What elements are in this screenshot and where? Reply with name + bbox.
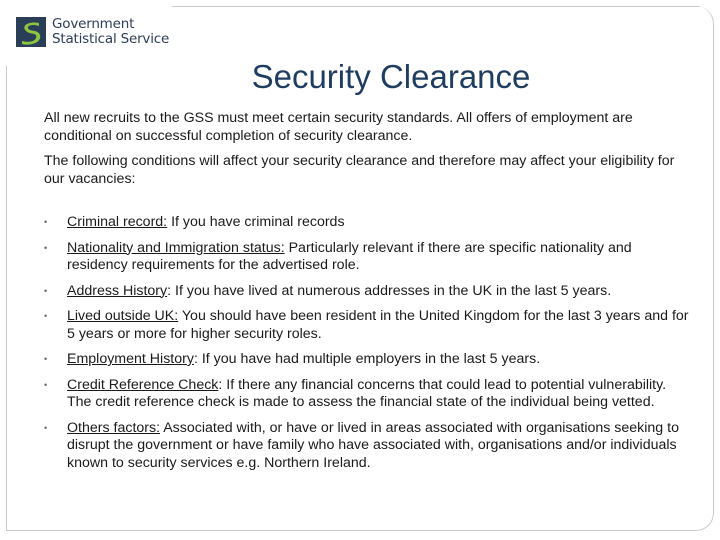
condition-item <box>44 283 694 301</box>
frame-left-border <box>6 66 7 531</box>
condition-text: : If you have lived at numerous addresses in the UK in the last 5 years. <box>167 282 612 299</box>
gss-logo-icon <box>16 17 46 47</box>
condition-term: Address History <box>67 282 168 299</box>
bullet-icon: • <box>44 379 48 390</box>
condition-item <box>44 351 694 369</box>
logo-wordmark <box>52 17 169 47</box>
condition-term: Lived outside UK: <box>67 308 179 324</box>
condition-item <box>44 420 694 473</box>
logo-line-2: Statistical Service <box>52 31 170 47</box>
condition-term: Others factors: <box>67 419 161 436</box>
main-content <box>44 110 694 480</box>
condition-text: You should have been resident in the United Kingdom for the last 3 years and for 5 years or more for higher security roles. <box>67 308 689 342</box>
bullet-icon: • <box>44 422 48 433</box>
condition-item <box>44 240 694 275</box>
condition-text: Associated with, or have or lived in areas associated with organisations seeking to disrupt the government or have family who have associated with, organisations and/or individuals known to security services e.g. Northern Ireland. <box>67 419 679 471</box>
condition-text: : If you have had multiple employers in the last 5 years. <box>193 351 541 367</box>
condition-item <box>44 377 694 412</box>
intro-paragraph-1: All new recruits to the GSS must meet certain security standards. All offers of employment are conditional on successful completion of security clearance. <box>44 110 633 144</box>
condition-text: Particularly relevant if there are specific nationality and residency requirements for the advertised role. <box>67 239 632 273</box>
condition-item <box>44 214 694 232</box>
condition-term: Employment History <box>67 351 194 367</box>
bullet-icon: • <box>44 217 48 227</box>
page-title: Security Clearance <box>251 58 531 95</box>
frame-top-border <box>172 6 700 7</box>
condition-term: Nationality and Immigration status: <box>67 239 285 256</box>
logo-line-1: Government <box>52 16 135 32</box>
bullet-icon: • <box>44 242 48 253</box>
condition-text: If you have criminal records <box>167 214 345 230</box>
condition-text: : If there any financial concerns that could lead to potential vulnerability. The credit reference check is made to assess the financial state of the individual being vetted. <box>67 376 667 410</box>
bullet-icon: • <box>44 285 48 296</box>
conditions-list <box>44 214 694 472</box>
bullet-icon: • <box>44 311 48 321</box>
gss-logo <box>16 17 169 47</box>
condition-item <box>44 308 694 343</box>
bullet-icon: • <box>44 354 48 364</box>
intro-paragraph-2: The following conditions will affect your security clearance and therefore may affect your eligibility for our vacancies: <box>44 153 675 187</box>
condition-term: Criminal record: <box>67 214 168 230</box>
condition-term: Credit Reference Check <box>67 376 219 393</box>
